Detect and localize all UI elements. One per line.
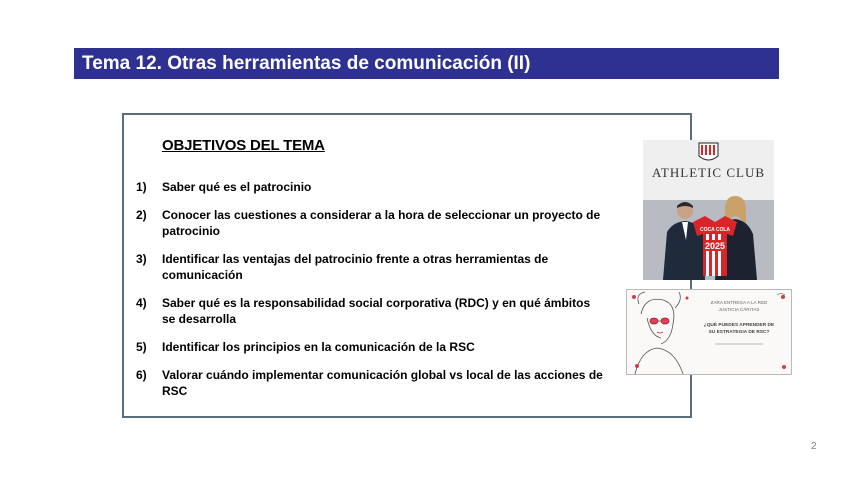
item-text: Saber qué es la responsabilidad social corporativa (RDC) y en qué ámbitos se desarrolla <box>162 296 591 326</box>
item-text: Conocer las cuestiones a considerar a la hora de seleccionar un proyecto de patrocinio <box>162 208 601 238</box>
objectives-heading: OBJETIVOS DEL TEMA <box>162 137 325 154</box>
item-number: 3) <box>136 252 147 266</box>
list-item <box>136 179 606 195</box>
item-number: 4) <box>136 296 147 310</box>
rsc-illustration <box>626 289 792 375</box>
illustration-line-4: SU ESTRATEGIA DE RSC? <box>708 330 770 335</box>
item-text: Identificar las ventajas del patrocinio frente a otras herramientas de comunicación <box>162 252 549 282</box>
illustration-line-1: ZARA ENTREGA A LA RED <box>710 300 768 305</box>
item-text: Valorar cuándo implementar comunicación global vs local de las acciones de RSC <box>162 368 603 398</box>
list-item <box>136 207 606 239</box>
slide-title-bar <box>74 48 779 79</box>
athletic-club-sponsorship-photo <box>643 140 774 280</box>
list-item <box>136 339 606 355</box>
illustration-line-2: JUSTICIA CÁRITAS <box>718 307 760 312</box>
item-number: 2) <box>136 208 147 222</box>
club-crest-icon <box>699 143 718 160</box>
item-number: 6) <box>136 368 147 382</box>
list-item <box>136 367 606 399</box>
shirt-number-text: 2025 <box>704 241 726 251</box>
list-item <box>136 251 606 283</box>
slide-title: Tema 12. Otras herramientas de comunicación (II) <box>82 53 531 74</box>
item-number: 5) <box>136 340 147 354</box>
objectives-box <box>122 113 692 418</box>
objectives-list <box>136 179 606 411</box>
item-text: Identificar los principios en la comunicación de la RSC <box>162 340 475 354</box>
page-number: 2 <box>811 441 817 452</box>
item-number: 1) <box>136 180 147 194</box>
club-name-text: ATHLETIC CLUB <box>651 165 766 180</box>
illustration-line-3: ¿QUÉ PUEDES APRENDER DE <box>703 323 775 328</box>
item-text: Saber qué es el patrocinio <box>162 180 312 194</box>
list-item <box>136 295 606 327</box>
shirt-sponsor-text: COCA COLA <box>699 227 731 233</box>
